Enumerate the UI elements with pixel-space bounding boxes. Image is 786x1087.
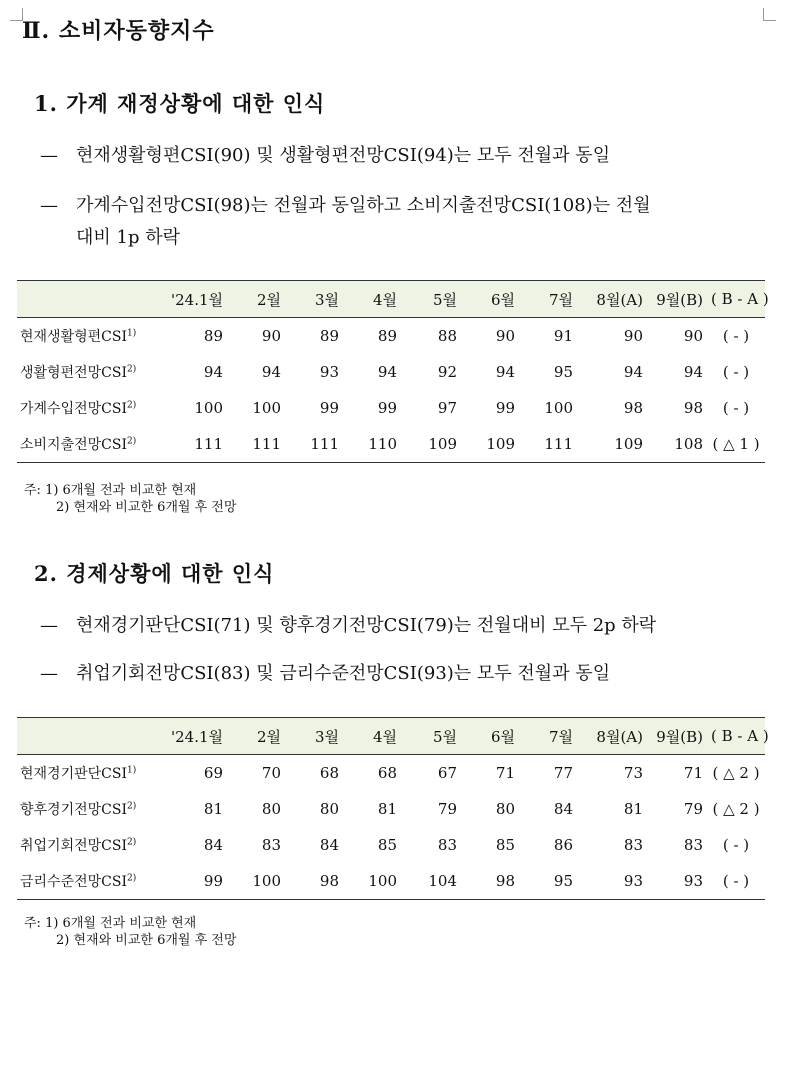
table-cell: 80 xyxy=(261,800,281,818)
footnote-marker: 2) xyxy=(126,364,137,375)
table-cell: 98 xyxy=(285,863,343,900)
table-cell: 93 xyxy=(647,863,707,900)
table-cell: 71 xyxy=(495,764,515,782)
table-cell: 88 xyxy=(437,327,457,345)
table-row xyxy=(17,426,765,463)
bullet-text: 현재생활형편CSI(90) 및 생활형편전망CSI(94)는 모두 전월과 동일 xyxy=(76,145,611,166)
table-cell: 67 xyxy=(437,764,457,782)
table-cell: 94 xyxy=(683,363,703,381)
column-header: 5월 xyxy=(401,718,461,755)
column-header: 8월(A) xyxy=(577,281,647,318)
table-cell: 95 xyxy=(553,363,573,381)
table-cell: 79 xyxy=(683,800,703,818)
table-header-row xyxy=(17,718,765,755)
footnote-line-2: 2) 현재와 비교한 6개월 후 전망 xyxy=(56,500,237,515)
row-label-text: 취업기회전망CSI xyxy=(20,838,127,854)
table-cell: 84 xyxy=(319,836,339,854)
change-cell: ( △ 2 ) xyxy=(712,764,760,782)
section2-bullet-2 xyxy=(40,658,610,690)
table-cell: 100 xyxy=(252,399,281,417)
table-cell: 100 xyxy=(194,399,223,417)
dash-mark: — xyxy=(40,195,58,216)
section1-bullet-1 xyxy=(40,140,610,172)
table-cell: 83 xyxy=(623,836,643,854)
table-row xyxy=(17,390,765,426)
table-row xyxy=(17,318,765,355)
table-cell: 70 xyxy=(261,764,281,782)
row-label xyxy=(17,390,167,426)
page-title: Ⅱ. 소비자동향지수 xyxy=(22,18,215,44)
table-row xyxy=(17,755,765,792)
footnote-marker: 2) xyxy=(126,873,137,884)
table-cell: 111 xyxy=(167,426,227,463)
change-cell: ( △ 2 ) xyxy=(712,800,760,818)
table-cell: 94 xyxy=(623,363,643,381)
table-cell: 97 xyxy=(437,399,457,417)
change-cell: ( - ) xyxy=(707,863,765,900)
table-cell: 99 xyxy=(377,399,397,417)
table-cell: 68 xyxy=(377,764,397,782)
row-label xyxy=(17,755,167,792)
table-cell: 94 xyxy=(203,363,223,381)
row-label xyxy=(17,318,167,355)
footnote-marker: 2) xyxy=(126,436,137,447)
table-cell: 99 xyxy=(167,863,227,900)
row-label xyxy=(17,426,167,463)
row-label-text: 현재생활형편CSI xyxy=(20,329,127,345)
column-header: 6월 xyxy=(461,718,519,755)
table-cell: 111 xyxy=(285,426,343,463)
table-cell: 83 xyxy=(437,836,457,854)
row-label xyxy=(17,354,167,390)
change-cell: ( - ) xyxy=(722,836,750,854)
row-label-text: 생활형편전망CSI xyxy=(20,365,127,381)
column-header: ( B - A ) xyxy=(707,281,765,318)
table-cell: 111 xyxy=(227,426,285,463)
table-cell: 100 xyxy=(544,399,573,417)
table-cell: 100 xyxy=(227,863,285,900)
table-cell: 111 xyxy=(519,426,577,463)
table-cell: 94 xyxy=(495,363,515,381)
economic-conditions-table xyxy=(17,717,769,900)
table-cell: 85 xyxy=(377,836,397,854)
bullet-text: 취업기회전망CSI(83) 및 금리수준전망CSI(93)는 모두 전월과 동일 xyxy=(76,663,611,684)
footnote-line-1: 주: 1) 6개월 전과 비교한 현재 xyxy=(24,483,197,498)
crop-mark-top-right xyxy=(763,8,776,21)
table-cell: 90 xyxy=(683,327,703,345)
row-label-text: 소비지출전망CSI xyxy=(20,437,127,453)
table-cell: 99 xyxy=(495,399,515,417)
column-header: 3월 xyxy=(285,281,343,318)
table-cell: 69 xyxy=(203,764,223,782)
column-header: 6월 xyxy=(461,281,519,318)
section1-footnote xyxy=(24,482,236,516)
row-label-text: 가계수입전망CSI xyxy=(20,401,127,417)
table-cell: 94 xyxy=(377,363,397,381)
column-header: 2월 xyxy=(227,718,285,755)
row-label-text: 현재경기판단CSI xyxy=(20,766,127,782)
column-header: 2월 xyxy=(227,281,285,318)
section1-heading: 1. 가계 재정상황에 대한 인식 xyxy=(34,91,326,116)
table-row xyxy=(17,827,765,863)
table-cell: 71 xyxy=(683,764,703,782)
column-header: 7월 xyxy=(519,718,577,755)
dash-mark: — xyxy=(40,615,58,636)
column-header: 4월 xyxy=(343,281,401,318)
table-cell: 110 xyxy=(343,426,401,463)
change-cell: ( - ) xyxy=(722,363,750,381)
section2-footnote xyxy=(24,915,236,949)
table-cell: 83 xyxy=(683,836,703,854)
table-cell: 84 xyxy=(553,800,573,818)
table-cell: 73 xyxy=(623,764,643,782)
table-cell: 109 xyxy=(577,426,647,463)
section1-bullet-2 xyxy=(40,190,651,254)
bullet-text: 가계수입전망CSI(98)는 전월과 동일하고 소비지출전망CSI(108)는 전월 xyxy=(76,195,651,216)
table-cell: 109 xyxy=(461,426,519,463)
header-blank xyxy=(17,281,167,318)
change-cell: ( - ) xyxy=(722,327,750,345)
footnote-marker: 2) xyxy=(126,400,137,411)
change-cell: ( △ 1 ) xyxy=(707,426,765,463)
table-cell: 91 xyxy=(553,327,573,345)
column-header: 7월 xyxy=(519,281,577,318)
table-cell: 93 xyxy=(577,863,647,900)
change-cell: ( - ) xyxy=(722,399,750,417)
table-cell: 98 xyxy=(461,863,519,900)
column-header: 3월 xyxy=(285,718,343,755)
column-header: 9월(B) xyxy=(647,281,707,318)
table-cell: 86 xyxy=(553,836,573,854)
table-cell: 80 xyxy=(495,800,515,818)
table-cell: 109 xyxy=(401,426,461,463)
table-cell: 92 xyxy=(437,363,457,381)
header-blank xyxy=(17,718,167,755)
table-cell: 77 xyxy=(553,764,573,782)
row-label xyxy=(17,827,167,863)
table-cell: 98 xyxy=(623,399,643,417)
household-finance-table xyxy=(17,280,769,463)
footnote-marker: 2) xyxy=(126,801,137,812)
table-row xyxy=(17,354,765,390)
table-cell: 100 xyxy=(343,863,401,900)
column-header: '24.1월 xyxy=(167,281,227,318)
table-cell: 85 xyxy=(495,836,515,854)
table-cell: 83 xyxy=(261,836,281,854)
footnote-line-2: 2) 현재와 비교한 6개월 후 전망 xyxy=(56,933,237,948)
bullet-text-continued: 대비 1p 하락 xyxy=(76,227,180,248)
footnote-marker: 1) xyxy=(126,328,137,339)
table-cell: 95 xyxy=(519,863,577,900)
table-cell: 99 xyxy=(319,399,339,417)
dash-mark: — xyxy=(40,145,58,166)
table-cell: 90 xyxy=(495,327,515,345)
row-label-text: 향후경기전망CSI xyxy=(20,802,127,818)
table-cell: 90 xyxy=(623,327,643,345)
column-header: 4월 xyxy=(343,718,401,755)
table-cell: 89 xyxy=(319,327,339,345)
table-cell: 80 xyxy=(319,800,339,818)
column-header: ( B - A ) xyxy=(707,718,765,755)
footnote-marker: 1) xyxy=(126,765,137,776)
table-cell: 81 xyxy=(203,800,223,818)
table-cell: 104 xyxy=(401,863,461,900)
table-cell: 90 xyxy=(261,327,281,345)
dash-mark: — xyxy=(40,663,58,684)
section2-bullet-1 xyxy=(40,610,656,642)
table-cell: 108 xyxy=(647,426,707,463)
table-cell: 81 xyxy=(377,800,397,818)
footnote-marker: 2) xyxy=(126,837,137,848)
column-header: '24.1월 xyxy=(167,718,227,755)
footnote-line-1: 주: 1) 6개월 전과 비교한 현재 xyxy=(24,916,197,931)
row-label xyxy=(17,791,167,827)
table-cell: 89 xyxy=(377,327,397,345)
table-header-row xyxy=(17,281,765,318)
table-cell: 89 xyxy=(203,327,223,345)
table-cell: 79 xyxy=(437,800,457,818)
column-header: 8월(A) xyxy=(577,718,647,755)
table-row xyxy=(17,863,765,900)
bullet-text: 현재경기판단CSI(71) 및 향후경기전망CSI(79)는 전월대비 모두 2p 하락 xyxy=(76,615,657,636)
table-cell: 68 xyxy=(319,764,339,782)
table-cell: 94 xyxy=(261,363,281,381)
table-row xyxy=(17,791,765,827)
table-cell: 81 xyxy=(623,800,643,818)
row-label xyxy=(17,863,167,900)
table-cell: 93 xyxy=(319,363,339,381)
column-header: 9월(B) xyxy=(647,718,707,755)
table-cell: 98 xyxy=(683,399,703,417)
column-header: 5월 xyxy=(401,281,461,318)
table-cell: 84 xyxy=(203,836,223,854)
row-label-text: 금리수준전망CSI xyxy=(20,874,127,890)
section2-heading: 2. 경제상황에 대한 인식 xyxy=(34,561,275,586)
